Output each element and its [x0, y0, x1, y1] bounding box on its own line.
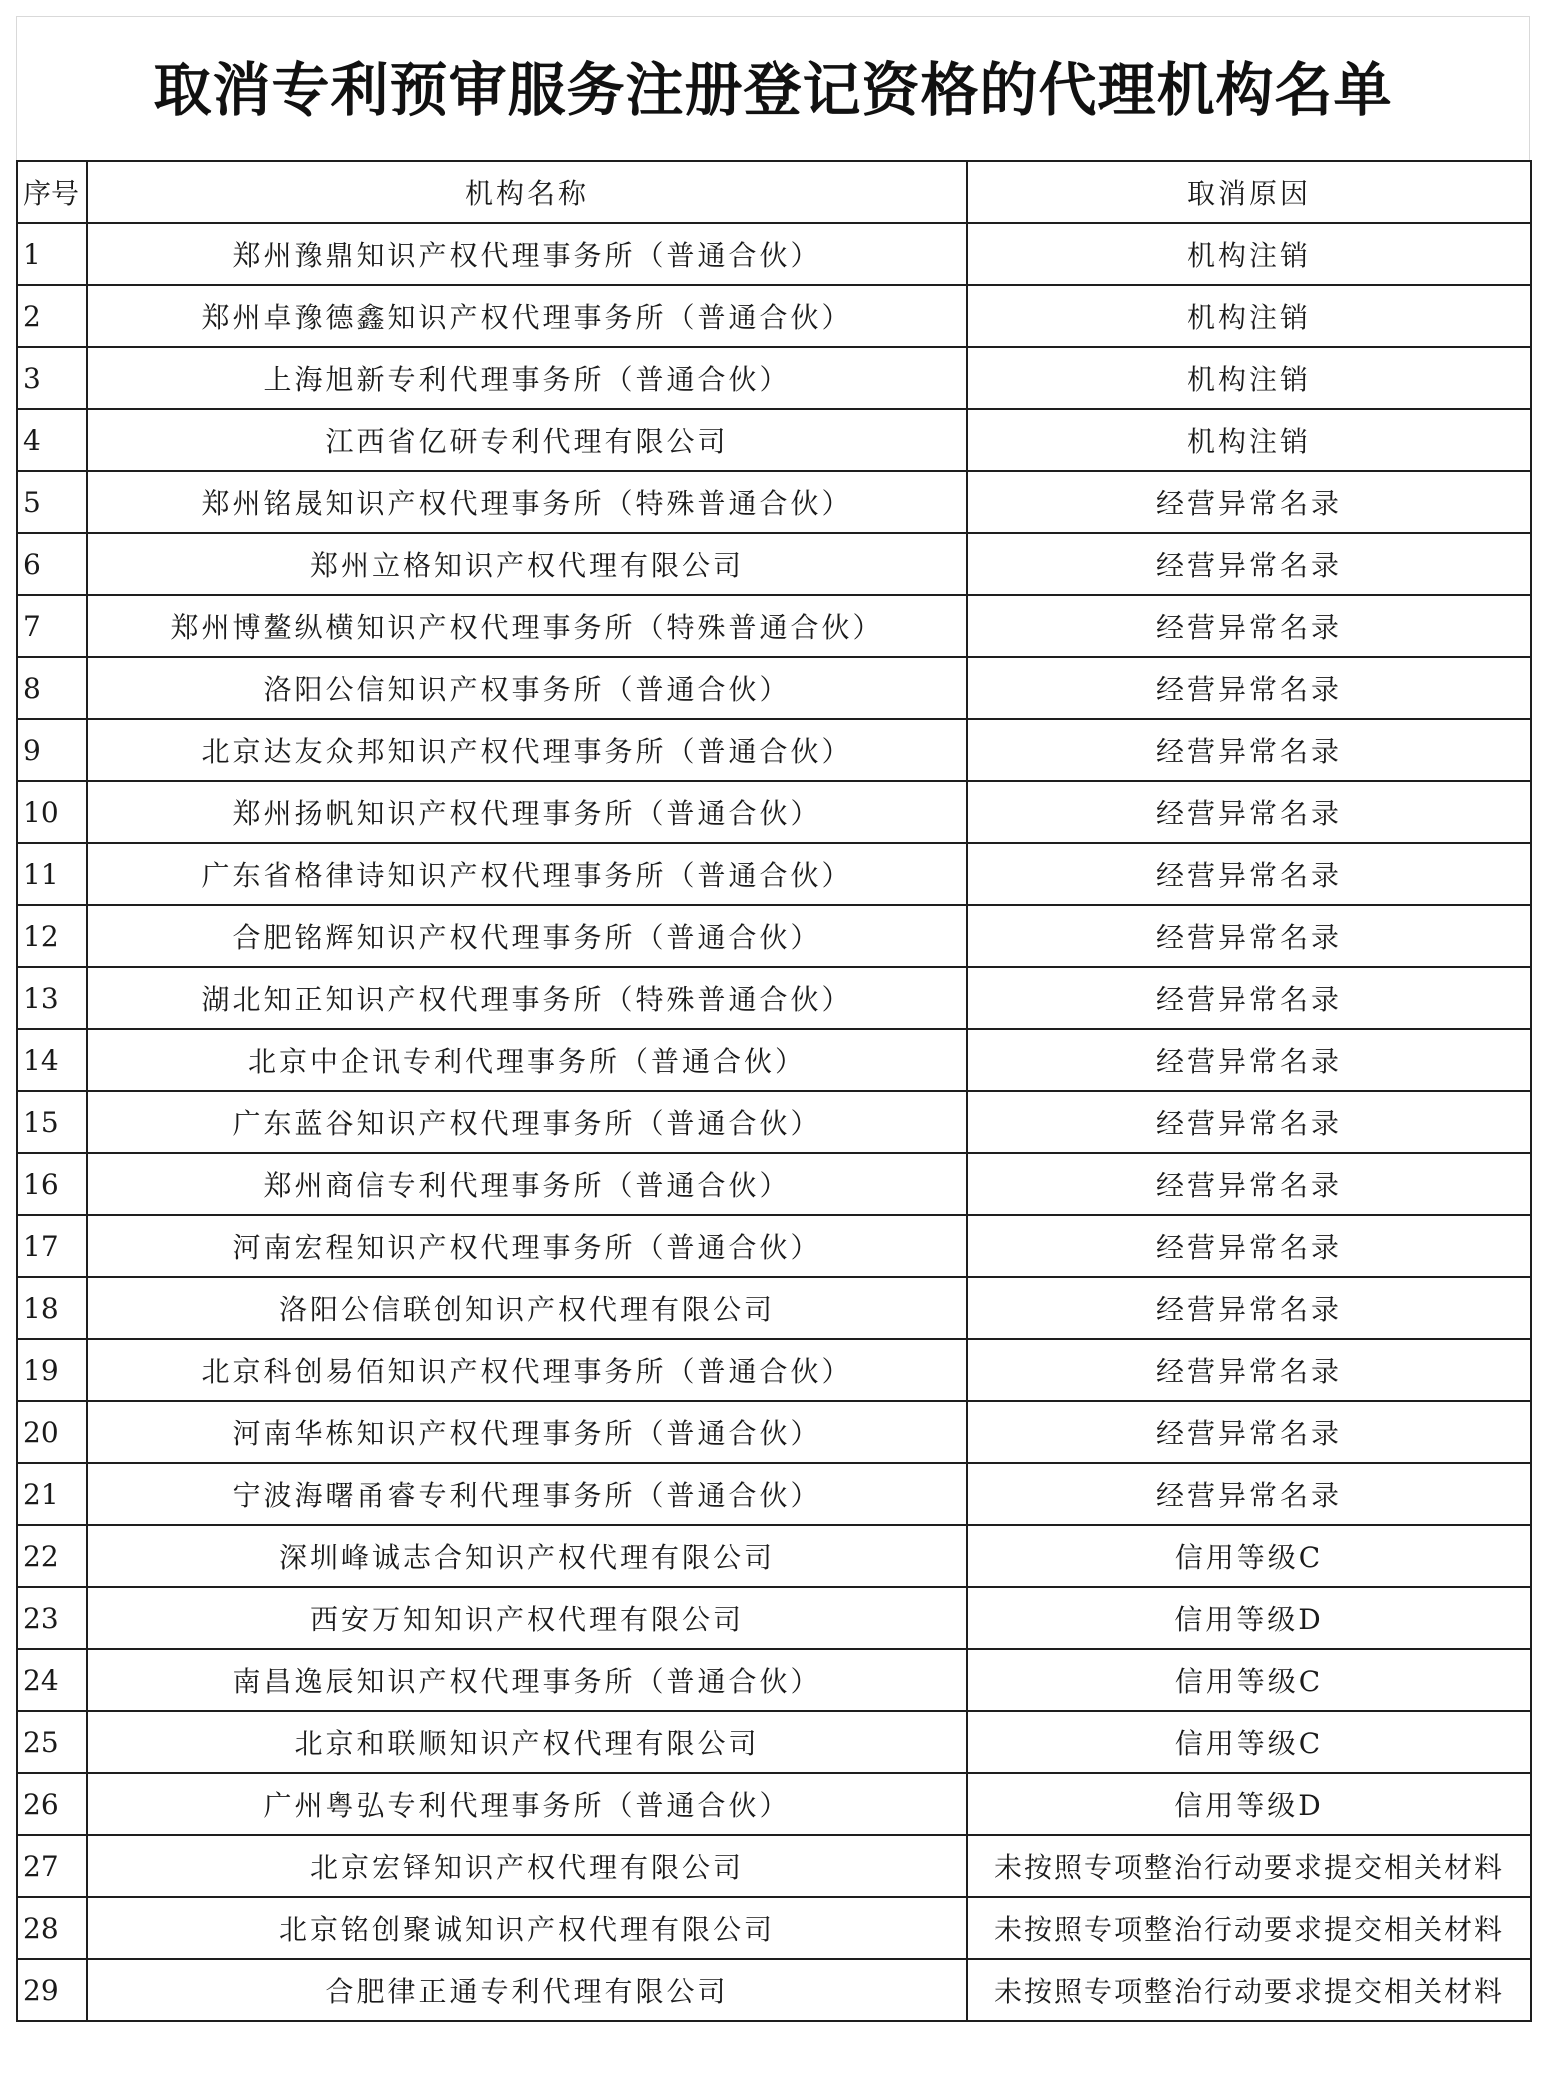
row-number: 21 [17, 1463, 87, 1525]
row-number: 27 [17, 1835, 87, 1897]
agency-name: 郑州卓豫德鑫知识产权代理事务所（普通合伙） [87, 285, 967, 347]
agency-name: 上海旭新专利代理事务所（普通合伙） [87, 347, 967, 409]
row-number: 11 [17, 843, 87, 905]
table-row [17, 1711, 1531, 1773]
cancel-reason: 经营异常名录 [967, 781, 1531, 843]
cancel-reason: 经营异常名录 [967, 1339, 1531, 1401]
table-row [17, 843, 1531, 905]
cancel-reason: 经营异常名录 [967, 471, 1531, 533]
table-row [17, 409, 1531, 471]
agency-name: 河南华栋知识产权代理事务所（普通合伙） [87, 1401, 967, 1463]
table-row [17, 595, 1531, 657]
title-box [16, 16, 1530, 160]
table-row [17, 533, 1531, 595]
row-number: 4 [17, 409, 87, 471]
agency-name: 郑州铭晟知识产权代理事务所（特殊普通合伙） [87, 471, 967, 533]
cancel-reason: 经营异常名录 [967, 1029, 1531, 1091]
cancel-reason: 经营异常名录 [967, 595, 1531, 657]
table-row [17, 347, 1531, 409]
table-row [17, 1401, 1531, 1463]
cancel-reason: 经营异常名录 [967, 657, 1531, 719]
row-number: 17 [17, 1215, 87, 1277]
cancel-reason: 经营异常名录 [967, 533, 1531, 595]
cancel-reason: 机构注销 [967, 347, 1531, 409]
table-row [17, 719, 1531, 781]
row-number: 26 [17, 1773, 87, 1835]
agency-name: 北京中企讯专利代理事务所（普通合伙） [87, 1029, 967, 1091]
row-number: 10 [17, 781, 87, 843]
row-number: 29 [17, 1959, 87, 2021]
cancel-reason: 信用等级C [967, 1649, 1531, 1711]
cancel-reason: 经营异常名录 [967, 1215, 1531, 1277]
row-number: 8 [17, 657, 87, 719]
table-row [17, 657, 1531, 719]
agency-name: 郑州博鳌纵横知识产权代理事务所（特殊普通合伙） [87, 595, 967, 657]
agency-name: 南昌逸辰知识产权代理事务所（普通合伙） [87, 1649, 967, 1711]
cancel-reason: 经营异常名录 [967, 843, 1531, 905]
agency-name: 北京宏铎知识产权代理有限公司 [87, 1835, 967, 1897]
page-title: 取消专利预审服务注册登记资格的代理机构名单 [153, 55, 1393, 124]
table-row [17, 471, 1531, 533]
agency-name: 合肥铭辉知识产权代理事务所（普通合伙） [87, 905, 967, 967]
table-row [17, 1463, 1531, 1525]
table-row [17, 781, 1531, 843]
row-number: 24 [17, 1649, 87, 1711]
cancel-reason: 经营异常名录 [967, 1153, 1531, 1215]
cancel-reason: 机构注销 [967, 285, 1531, 347]
agency-name: 北京和联顺知识产权代理有限公司 [87, 1711, 967, 1773]
table-row [17, 1959, 1531, 2021]
row-number: 2 [17, 285, 87, 347]
table-row [17, 1773, 1531, 1835]
row-number: 15 [17, 1091, 87, 1153]
agency-name: 合肥律正通专利代理有限公司 [87, 1959, 967, 2021]
row-number: 9 [17, 719, 87, 781]
agency-name: 郑州立格知识产权代理有限公司 [87, 533, 967, 595]
agency-name: 广东蓝谷知识产权代理事务所（普通合伙） [87, 1091, 967, 1153]
table-row [17, 1587, 1531, 1649]
table-row [17, 1277, 1531, 1339]
table-row [17, 1525, 1531, 1587]
cancel-reason: 经营异常名录 [967, 1277, 1531, 1339]
table-row [17, 1153, 1531, 1215]
row-number: 20 [17, 1401, 87, 1463]
agency-table [16, 160, 1532, 2022]
row-number: 13 [17, 967, 87, 1029]
cancel-reason: 经营异常名录 [967, 1401, 1531, 1463]
row-number: 12 [17, 905, 87, 967]
row-number: 28 [17, 1897, 87, 1959]
cancel-reason: 信用等级C [967, 1711, 1531, 1773]
row-number: 7 [17, 595, 87, 657]
agency-name: 郑州商信专利代理事务所（普通合伙） [87, 1153, 967, 1215]
table-row [17, 1029, 1531, 1091]
agency-name: 深圳峰诚志合知识产权代理有限公司 [87, 1525, 967, 1587]
agency-name: 河南宏程知识产权代理事务所（普通合伙） [87, 1215, 967, 1277]
table-row [17, 1091, 1531, 1153]
table-row [17, 1215, 1531, 1277]
agency-name: 湖北知正知识产权代理事务所（特殊普通合伙） [87, 967, 967, 1029]
header-reason: 取消原因 [967, 161, 1531, 223]
row-number: 1 [17, 223, 87, 285]
table-row [17, 285, 1531, 347]
agency-name: 北京达友众邦知识产权代理事务所（普通合伙） [87, 719, 967, 781]
agency-name: 北京科创易佰知识产权代理事务所（普通合伙） [87, 1339, 967, 1401]
row-number: 14 [17, 1029, 87, 1091]
table-row [17, 1649, 1531, 1711]
row-number: 5 [17, 471, 87, 533]
agency-name: 郑州豫鼎知识产权代理事务所（普通合伙） [87, 223, 967, 285]
table-row [17, 905, 1531, 967]
row-number: 22 [17, 1525, 87, 1587]
table-body [17, 223, 1531, 2021]
header-num: 序号 [17, 161, 87, 223]
cancel-reason: 经营异常名录 [967, 719, 1531, 781]
cancel-reason: 未按照专项整治行动要求提交相关材料 [967, 1959, 1531, 2021]
table-row [17, 967, 1531, 1029]
cancel-reason: 经营异常名录 [967, 1463, 1531, 1525]
row-number: 23 [17, 1587, 87, 1649]
cancel-reason: 信用等级C [967, 1525, 1531, 1587]
row-number: 3 [17, 347, 87, 409]
table-row [17, 223, 1531, 285]
cancel-reason: 信用等级D [967, 1773, 1531, 1835]
table-header-row [17, 161, 1531, 223]
header-name: 机构名称 [87, 161, 967, 223]
cancel-reason: 机构注销 [967, 409, 1531, 471]
table-row [17, 1835, 1531, 1897]
row-number: 19 [17, 1339, 87, 1401]
agency-name: 江西省亿研专利代理有限公司 [87, 409, 967, 471]
row-number: 18 [17, 1277, 87, 1339]
cancel-reason: 经营异常名录 [967, 1091, 1531, 1153]
agency-name: 郑州扬帆知识产权代理事务所（普通合伙） [87, 781, 967, 843]
agency-name: 宁波海曙甬睿专利代理事务所（普通合伙） [87, 1463, 967, 1525]
row-number: 16 [17, 1153, 87, 1215]
cancel-reason: 未按照专项整治行动要求提交相关材料 [967, 1897, 1531, 1959]
agency-name: 西安万知知识产权代理有限公司 [87, 1587, 967, 1649]
cancel-reason: 信用等级D [967, 1587, 1531, 1649]
agency-name: 广东省格律诗知识产权代理事务所（普通合伙） [87, 843, 967, 905]
cancel-reason: 经营异常名录 [967, 905, 1531, 967]
row-number: 25 [17, 1711, 87, 1773]
cancel-reason: 机构注销 [967, 223, 1531, 285]
agency-name: 北京铭创聚诚知识产权代理有限公司 [87, 1897, 967, 1959]
cancel-reason: 经营异常名录 [967, 967, 1531, 1029]
cancel-reason: 未按照专项整治行动要求提交相关材料 [967, 1835, 1531, 1897]
table-row [17, 1339, 1531, 1401]
agency-name: 洛阳公信联创知识产权代理有限公司 [87, 1277, 967, 1339]
row-number: 6 [17, 533, 87, 595]
agency-name: 洛阳公信知识产权事务所（普通合伙） [87, 657, 967, 719]
agency-name: 广州粤弘专利代理事务所（普通合伙） [87, 1773, 967, 1835]
table-row [17, 1897, 1531, 1959]
